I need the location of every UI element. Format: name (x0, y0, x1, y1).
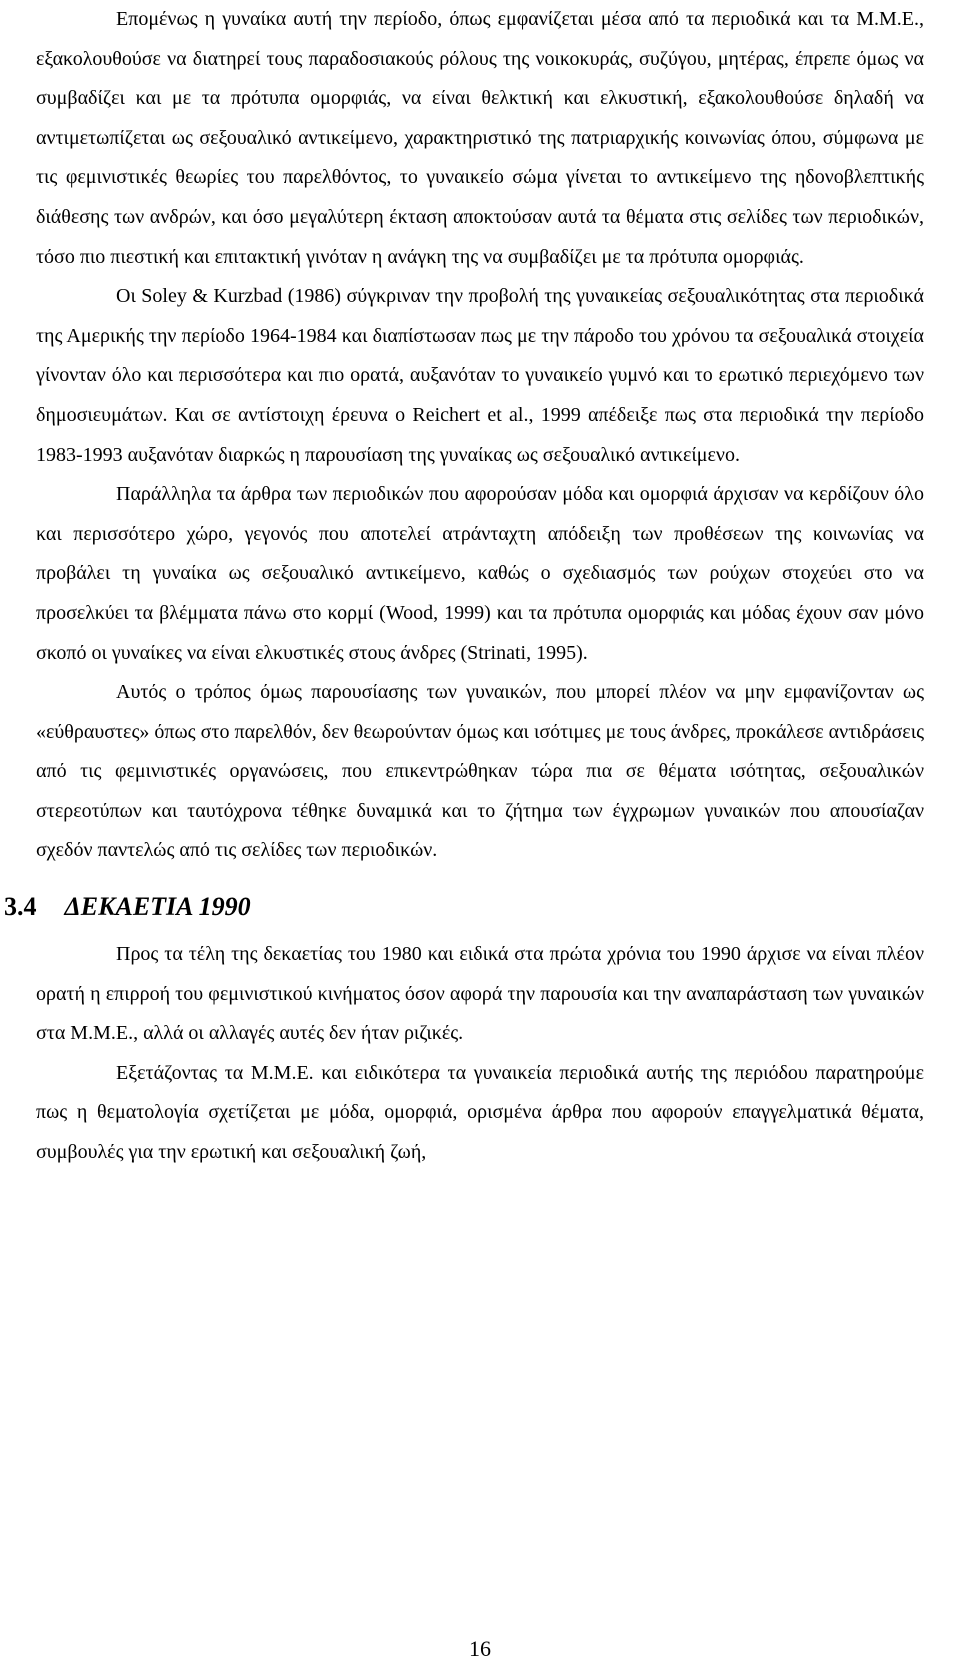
page-number: 16 (469, 1636, 491, 1661)
paragraph-5: Προς τα τέλη της δεκαετίας του 1980 και ειδικά στα πρώτα χρόνια του 1990 άρχισε να είναι πλέον ορατή η επιρροή του φεμινιστικού κινήματος όσον αφορά την παρουσία και την αναπαράσταση των γυναικών στα Μ.Μ.Ε., αλλά οι αλλαγές αυτές δεν ήταν ριζικές. (36, 943, 924, 1045)
document-page (4, 0, 924, 1173)
paragraph-4: Αυτός ο τρόπος όμως παρουσίασης των γυναικών, που μπορεί πλέον να μην εμφανίζονταν ως «εύθραυστες» όπως στο παρελθόν, δεν θεωρούνταν όμως και ισότιμες με τους άνδρες, προκάλεσε αντιδράσεις από τις φεμινιστικές οργανώσεις, που επικεντρώθηκαν τώρα πια σε θέματα ισότητας, σεξουαλικών στερεοτύπων και ταυτόχρονα τέθηκε δυναμικά και το ζήτημα των έγχρωμων γυναικών που απουσίαζαν σχεδόν παντελώς από τις σελίδες των περιοδικών. (36, 681, 924, 862)
paragraph-6: Εξετάζοντας τα Μ.Μ.Ε. και ειδικότερα τα γυναικεία περιοδικά αυτής της περιόδου παρατηρούμε πως η θεματολογία σχετίζεται με μόδα, ομορφιά, ορισμένα άρθρα που αφορούν επαγγελματικά θέματα, συμβουλές για την ερωτική και σεξουαλική ζωή, (36, 1061, 924, 1164)
section-heading (4, 887, 924, 927)
section-title: ΔΕΚΑΕΤΙΑ 1990 (64, 892, 251, 922)
paragraph-3: Παράλληλα τα άρθρα των περιοδικών που αφορούσαν μόδα και ομορφιά άρχισαν να κερδίζουν όλο και περισσότερο χώρο, γεγονός που αποτελεί ατράνταχτη απόδειξη των προθέσεων της κοινωνίας να προβάλει τη γυναίκα ως σεξουαλικό αντικείμενο, καθώς ο σχεδιασμός των ρούχων στοχεύει στο να προσελκύει τα βλέμματα πάνω στο κορμί (Wood, 1999) και τα πρότυπα ομορφιάς και μόδας έχουν σαν μόνο σκοπό οι γυναίκες να είναι ελκυστικές στους άνδρες (Strinati, 1995). (36, 483, 924, 664)
paragraph-1: Επομένως η γυναίκα αυτή την περίοδο, όπως εμφανίζεται μέσα από τα περιοδικά και τα Μ.Μ.Ε., εξακολουθούσε να διατηρεί τους παραδοσιακούς ρόλους της νοικοκυράς, συζύγου, μητέρας, έπρεπε όμως να συμβαδίζει και με τα πρότυπα ομορφιάς, να είναι θελκτική και ελκυστική, εξακολουθούσε δηλαδή να αντιμετωπίζεται ως σεξουαλικό αντικείμενο, χαρακτηριστικό της πατριαρχικής κοινωνίας όπου, σύμφωνα με τις φεμινιστικές θεωρίες του παρελθόντος, το γυναικείο σώμα γίνεται το αντικείμενο της ηδονοβλεπτικής διάθεσης των ανδρών, και όσο μεγαλύτερη έκταση αποκτούσαν αυτά τα θέματα στις σελίδες των περιοδικών, τόσο πιο πιεστική και επιτακτική γινόταν η ανάγκη της να συμβαδίζει με τα πρότυπα ομορφιάς. (36, 8, 924, 268)
paragraph-2: Οι Soley & Kurzbad (1986) σύγκριναν την προβολή της γυναικείας σεξουαλικότητας στα περιοδικά της Αμερικής την περίοδο 1964-1984 και διαπίστωσαν πως με την πάροδο του χρόνου τα σεξουαλικά στοιχεία γίνονταν όλο και περισσότερα και πιο ορατά, αυξανόταν το γυναικείο γυμνό και το ερωτικό περιεχόμενο των δημοσιευμάτων. Και σε αντίστοιχη έρευνα ο Reichert et al., 1999 απέδειξε πως στα περιοδικά την περίοδο 1983-1993 αυξανόταν διαρκώς η παρουσίαση της γυναίκας ως σεξουαλικό αντικείμενο. (36, 285, 924, 466)
section-number: 3.4 (4, 892, 37, 922)
